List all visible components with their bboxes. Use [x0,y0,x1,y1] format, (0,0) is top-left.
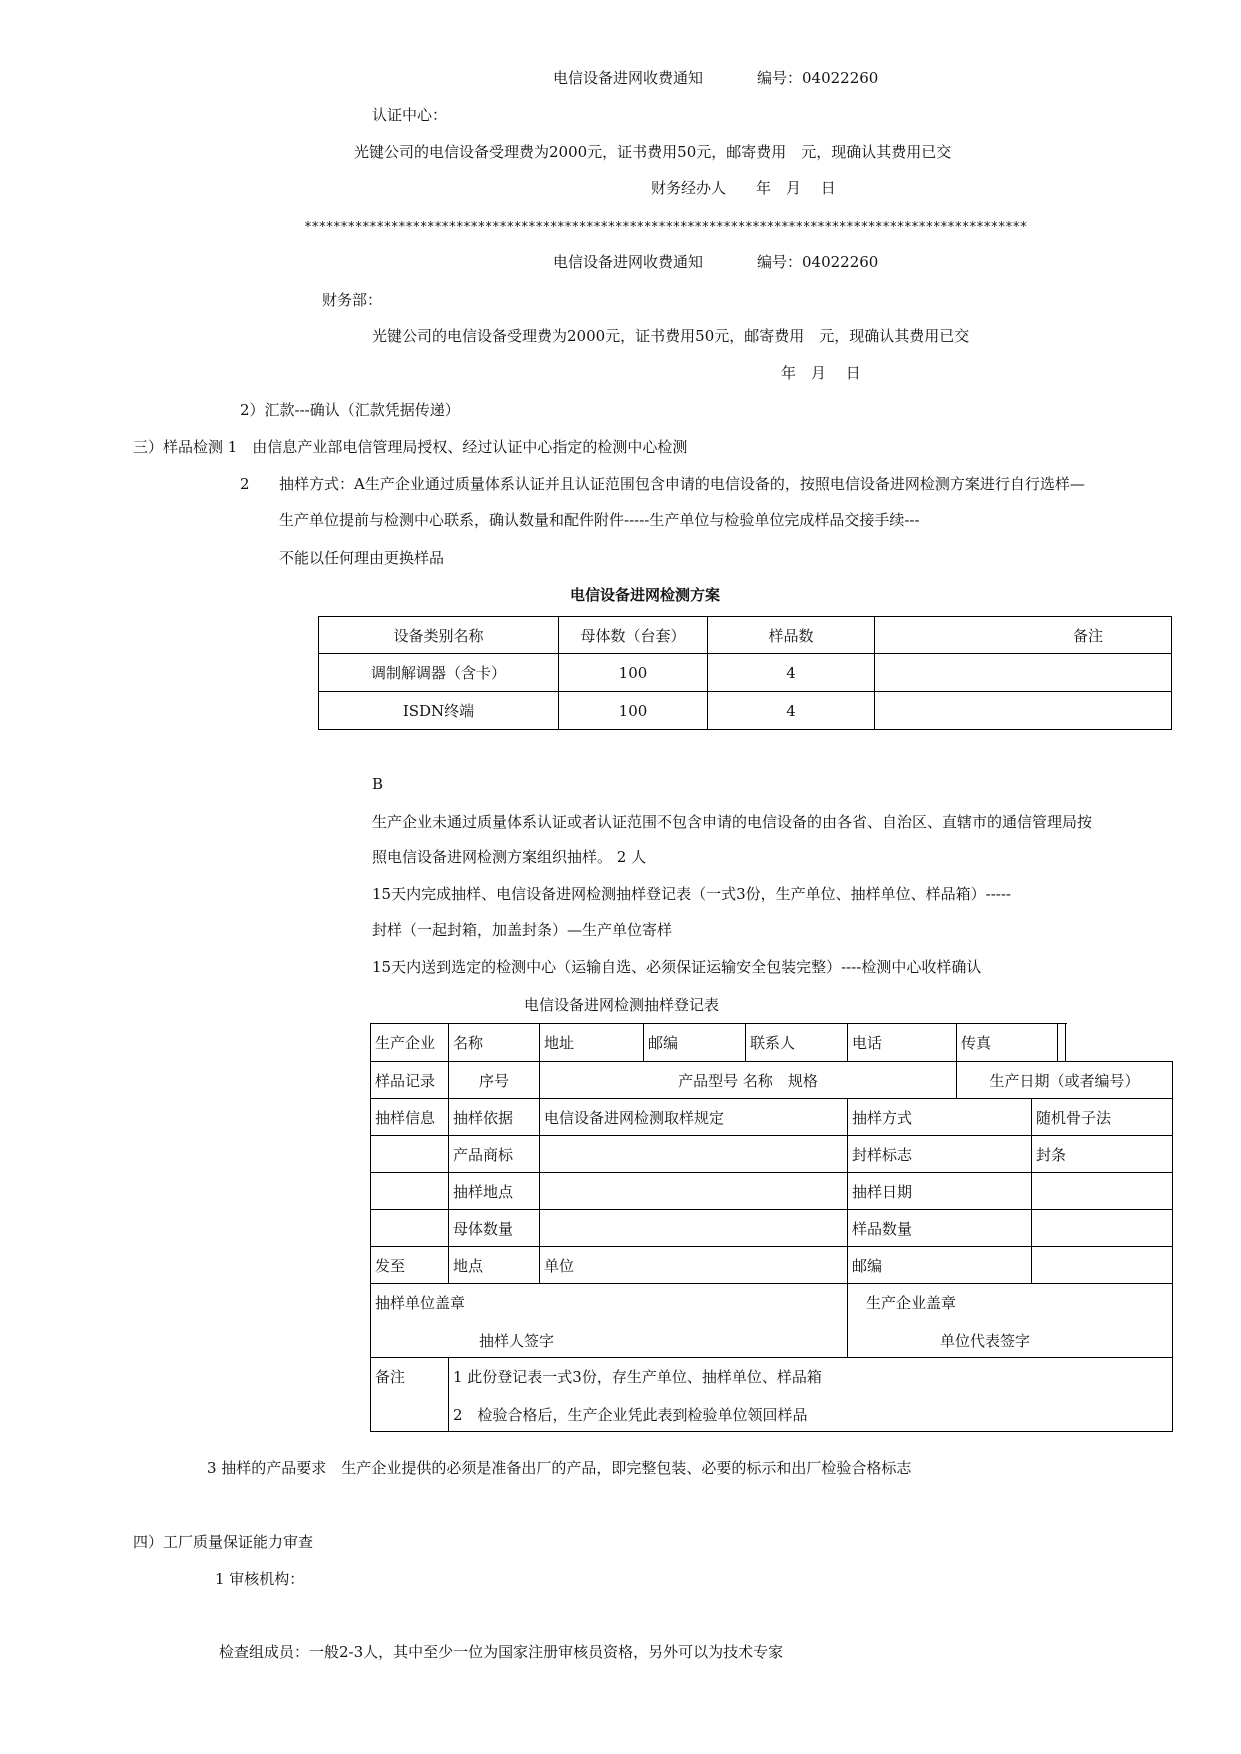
cell-blank [371,1173,449,1210]
reg-row-signatures [371,1284,1173,1358]
label-sampling-date: 抽样日期 [848,1173,1032,1210]
label-representative-signature: 单位代表签字 [940,1332,1031,1350]
cell-population: 100 [559,692,708,730]
table-row [319,654,1172,692]
reg-row-trademark [371,1136,1173,1173]
value-sampling-date [1032,1173,1173,1210]
reg-row-quantity [371,1210,1173,1247]
label-trademark: 产品商标 [449,1136,540,1173]
value-seal-mark: 封条 [1032,1136,1173,1173]
remark-item-2: 2 检验合格后，生产企业凭此表到检验单位领回样品 [453,1406,808,1424]
label-unit: 单位 [540,1247,848,1284]
label-place: 地点 [449,1247,540,1284]
section3-item2-label: 2 [240,475,250,493]
cell-blank [371,1136,449,1173]
label-sample-qty: 样品数量 [848,1210,1032,1247]
header-device-category: 设备类别名称 [319,617,559,654]
label-send-postcode: 邮编 [848,1247,1032,1284]
enterprise-stamp [848,1284,1173,1358]
remarks-content [449,1358,1173,1432]
reg-table-title: 电信设备进网检测抽样登记表 [524,996,720,1014]
partB-line3: 15天内完成抽样、电信设备进网检测抽样登记表（一式3份，生产单位、抽样单位、样品箱）----- [372,885,1011,903]
reg-row-send-to [371,1247,1173,1284]
label-contact: 联系人 [746,1024,848,1062]
label-sampling-info: 抽样信息 [371,1099,449,1136]
label-sampler-signature: 抽样人签字 [479,1332,555,1350]
separator-line: **************************************************************************************************** [304,220,1027,235]
plan-table [318,616,1172,730]
remit-line: 2）汇款---确认（汇款凭据传递） [240,401,460,419]
value-send-postcode [1032,1247,1173,1284]
label-sampling-location: 抽样地点 [449,1173,540,1210]
value-sampling-basis: 电信设备进网检测取样规定 [540,1099,848,1136]
label-sampling-unit-stamp: 抽样单位盖章 [375,1294,466,1312]
section3-item2-line3: 不能以任何理由更换样品 [279,549,445,567]
reg-row-enterprise [371,1024,1173,1062]
label-sampling-method: 抽样方式 [848,1099,1032,1136]
reg-row-sample-record [371,1062,1173,1099]
notice1-title: 电信设备进网收费通知 [553,69,704,87]
label-postcode: 邮编 [644,1024,746,1062]
remark-item-1: 1 此份登记表一式3份，存生产单位、抽样单位、样品箱 [453,1368,822,1386]
value-population-qty [540,1210,848,1247]
section4-item1: 1 审核机构： [215,1570,305,1588]
partB-label: B [372,775,384,793]
reg-row-location [371,1173,1173,1210]
reg-row-sampling-info [371,1099,1173,1136]
label-sampling-basis: 抽样依据 [449,1099,540,1136]
header-sample-count: 样品数 [708,617,875,654]
header-population: 母体数（台套） [559,617,708,654]
notice2-date: 年 月 日 [781,364,861,382]
label-population-qty: 母体数量 [449,1210,540,1247]
table-row [319,692,1172,730]
notice2-title: 电信设备进网收费通知 [553,253,704,271]
value-sampling-location [540,1173,848,1210]
header-remarks: 备注 [875,617,1172,654]
cell-blank [371,1210,449,1247]
section4-heading: 四）工厂质量保证能力审查 [133,1533,314,1551]
value-trademark [540,1136,848,1173]
notice1-signature: 财务经办人 年 月 日 [651,179,836,197]
plan-table-header [319,617,1172,654]
notice1-number: 编号：04022260 [757,69,879,87]
label-enterprise: 生产企业 [371,1024,449,1062]
value-sampling-method: 随机骨子法 [1032,1099,1173,1136]
sampling-unit-stamp [371,1284,848,1358]
cell-sample-count: 4 [708,692,875,730]
reg-row-remarks [371,1358,1173,1432]
label-enterprise-stamp: 生产企业盖章 [866,1294,957,1312]
cell-population: 100 [559,654,708,692]
partB-line5: 15天内送到选定的检测中心（运输自选、必须保证运输安全包装完整）----检测中心收样确认 [372,958,982,976]
label-address: 地址 [540,1024,644,1062]
notice2-recipient: 财务部： [322,291,383,309]
section3-heading: 三）样品检测 1 由信息产业部电信管理局授权、经过认证中心指定的检测中心检测 [133,438,688,456]
notice2-number: 编号：04022260 [757,253,879,271]
partB-line2: 照电信设备进网检测方案组织抽样。 2 人 [372,848,647,866]
section3-item2-line1: 抽样方式：A生产企业通过质量体系认证并且认证范围包含申请的电信设备的，按照电信设备进网检测方案进行自行选样— [279,475,1085,493]
sample-requirement: 3 抽样的产品要求 生产企业提供的必须是准备出厂的产品，即完整包装、必要的标示和出厂检验合格标志 [207,1459,912,1477]
cell-blank [1058,1024,1066,1062]
label-sample-record: 样品记录 [371,1062,449,1099]
cell-remarks [875,692,1172,730]
partB-line4: 封样（一起封箱，加盖封条）—生产单位寄样 [372,921,673,939]
label-send-to: 发至 [371,1247,449,1284]
label-product-model: 产品型号 名称 规格 [540,1062,957,1099]
label-fax: 传真 [957,1024,1058,1062]
label-remarks: 备注 [371,1358,449,1432]
notice1-recipient: 认证中心： [372,106,448,124]
label-serial: 序号 [449,1062,540,1099]
cell-device: ISDN终端 [319,692,559,730]
partB-line1: 生产企业未通过质量体系认证或者认证范围不包含申请的电信设备的由各省、自治区、直辖市的通信管理局按 [372,813,1093,831]
cell-device: 调制解调器（含卡） [319,654,559,692]
label-name: 名称 [449,1024,540,1062]
section3-item2-line2: 生产单位提前与检测中心联系，确认数量和配件附件-----生产单位与检验单位完成样品交接手续--- [279,511,920,529]
notice2-body: 光键公司的电信设备受理费为2000元，证书费用50元，邮寄费用 元，现确认其费用已交 [372,327,970,345]
label-seal-mark: 封样标志 [848,1136,1032,1173]
cell-sample-count: 4 [708,654,875,692]
label-production-date: 生产日期（或者编号） [957,1062,1173,1099]
sampling-registration-table [370,1023,1173,1432]
plan-table-title: 电信设备进网检测方案 [570,586,721,604]
notice1-body: 光键公司的电信设备受理费为2000元，证书费用50元，邮寄费用 元，现确认其费用已交 [354,143,952,161]
value-sample-qty [1032,1210,1173,1247]
label-phone: 电话 [848,1024,957,1062]
cell-remarks [875,654,1172,692]
section4-members: 检查组成员：一般2-3人，其中至少一位为国家注册审核员资格，另外可以为技术专家 [219,1643,784,1661]
